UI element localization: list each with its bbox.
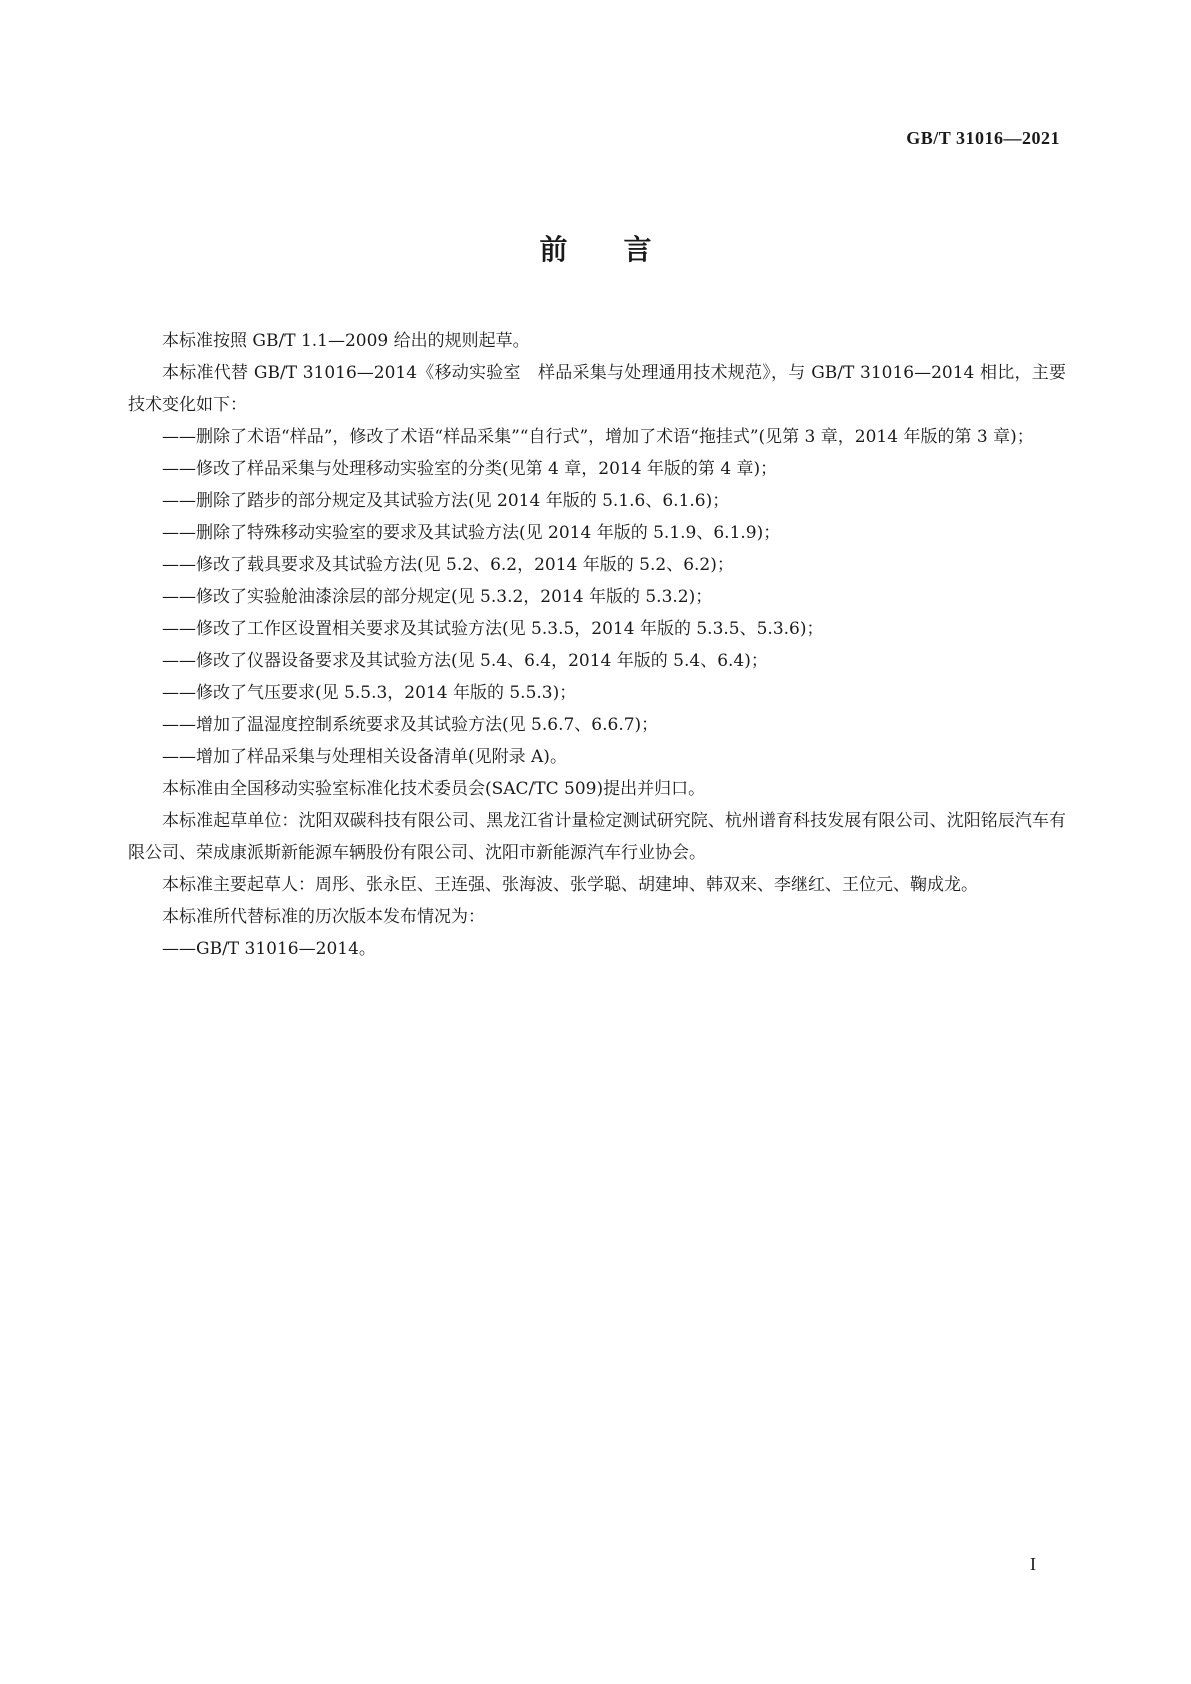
paragraph-history-intro: 本标准所代替标准的历次版本发布情况为： [162, 907, 485, 927]
change-item: ——修改了工作区设置相关要求及其试验方法(见 5.3.5，2014 年版的 5.3.5、5.3.6)； [162, 619, 824, 639]
change-item: ——修改了载具要求及其试验方法(见 5.2、6.2，2014 年版的 5.2、6.2)； [162, 555, 734, 575]
paragraph-replacement-statement: 本标准代替 GB/T 31016—2014《移动实验室 样品采集与处理通用技术规范》，与 GB/T 31016—2014 相比，主要技术变化如下： [128, 363, 1066, 415]
change-item: ——增加了样品采集与处理相关设备清单(见附录 A)。 [162, 747, 567, 767]
paragraph-drafting-units: 本标准起草单位：沈阳双碳科技有限公司、黑龙江省计量检定测试研究院、杭州谱育科技发展有限公司、沈阳铭辰汽车有限公司、荣成康派斯新能源车辆股份有限公司、沈阳市新能源汽车行业协会。 [128, 811, 1066, 863]
paragraph-drafting-rules: 本标准按照 GB/T 1.1—2009 给出的规则起草。 [162, 331, 530, 351]
change-item: ——修改了实验舱油漆涂层的部分规定(见 5.3.2，2014 年版的 5.3.2)； [162, 587, 713, 607]
change-item: ——删除了特殊移动实验室的要求及其试验方法(见 2014 年版的 5.1.9、6.1.9)； [162, 523, 781, 543]
standard-number: GB/T 31016—2021 [906, 128, 1060, 148]
change-item: ——修改了气压要求(见 5.5.3，2014 年版的 5.5.3)； [162, 683, 577, 703]
change-item: ——修改了样品采集与处理移动实验室的分类(见第 4 章，2014 年版的第 4 章)； [162, 459, 778, 479]
change-item: ——删除了踏步的部分规定及其试验方法(见 2014 年版的 5.1.6、6.1.6)； [162, 491, 730, 511]
paragraph-drafters: 本标准主要起草人：周彤、张永臣、王连强、张海波、张学聪、胡建坤、韩双来、李继红、王位元、鞠成龙。 [162, 875, 978, 895]
page-title: 前言 [539, 233, 708, 266]
change-item: ——删除了术语“样品”，修改了术语“样品采集”“自行式”，增加了术语“拖挂式”(见第 3 章，2014 年版的第 3 章)； [162, 427, 1034, 447]
change-item: ——修改了仪器设备要求及其试验方法(见 5.4、6.4，2014 年版的 5.4、6.4)； [162, 651, 768, 671]
page-number: I [1030, 1554, 1036, 1574]
paragraph-proposer: 本标准由全国移动实验室标准化技术委员会(SAC/TC 509)提出并归口。 [162, 779, 706, 799]
history-item: ——GB/T 31016—2014。 [162, 939, 376, 959]
change-item: ——增加了温湿度控制系统要求及其试验方法(见 5.6.7、6.6.7)； [162, 715, 659, 735]
foreword-body [128, 325, 1066, 965]
